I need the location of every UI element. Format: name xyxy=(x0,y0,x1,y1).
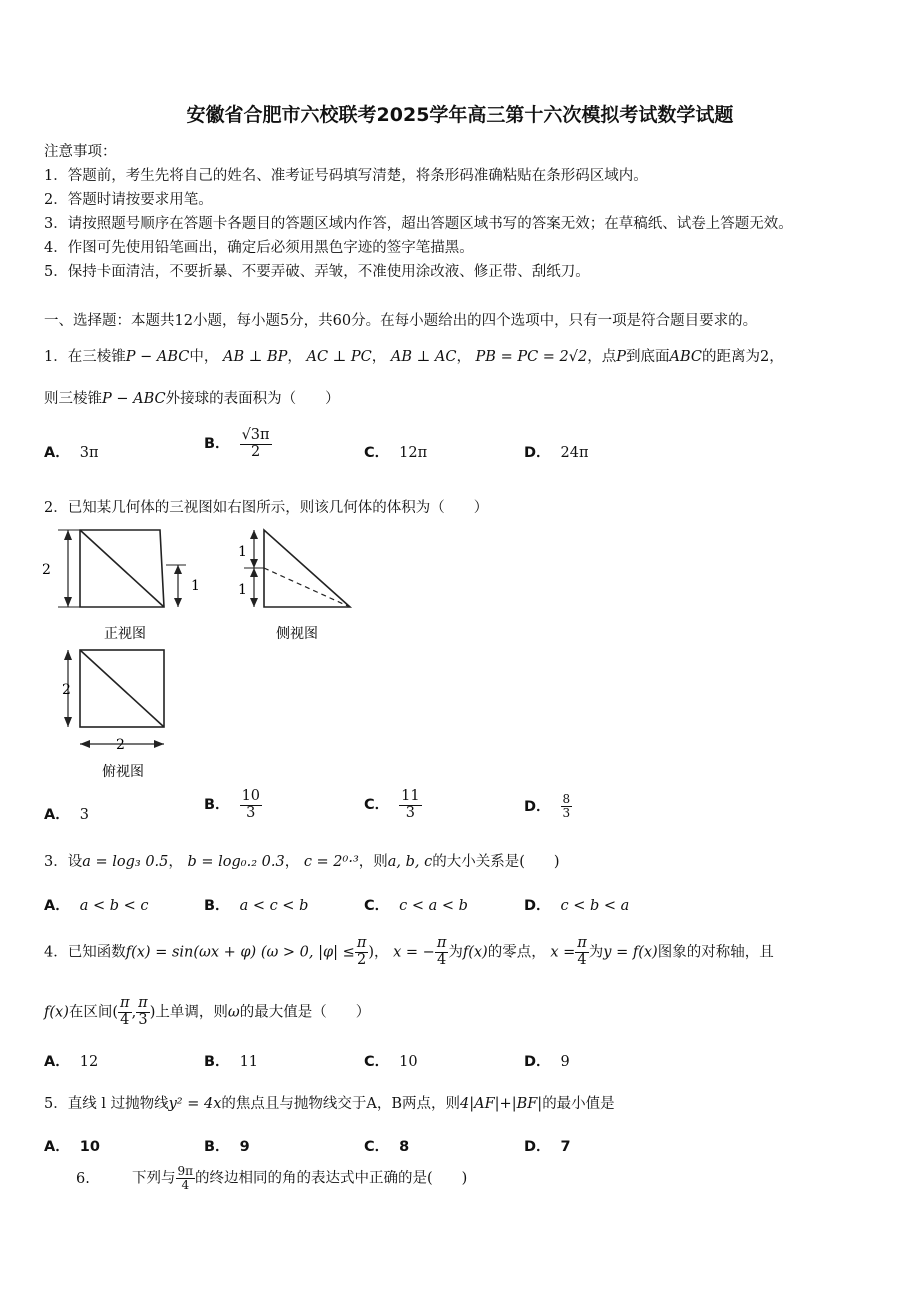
q4-option-c[interactable] xyxy=(364,1050,418,1071)
q3-math: a = log₃ 0.5 xyxy=(82,854,169,870)
question-2-stem: 2．已知某几何体的三视图如右图所示，则该几何体的体积为（ ） xyxy=(44,500,489,516)
q5-text: 的焦点且与抛物线交于A，B两点，则 xyxy=(221,1096,461,1112)
question-4-line1: 4．已知函数f(x) = sin(ωx + φ) (ω > 0, |φ| ≤ $\frac{\pi}{2}$ )， x = − $\frac{\pi}{4}$ 为f(x)的零点， x = $\frac{\pi}{4}$ 为y = f(x)图象的对称轴，且 xyxy=(44,935,774,968)
q4-math: x = xyxy=(550,944,576,961)
q1-text: ，点 xyxy=(587,349,617,365)
q3-option-b[interactable] xyxy=(204,894,308,915)
option-label: B． xyxy=(204,1139,230,1155)
option-label: D． xyxy=(524,798,551,815)
question-number: 6. xyxy=(76,1170,90,1187)
option-value: 3π xyxy=(79,445,99,461)
side-view-label: 侧视图 xyxy=(276,626,318,642)
top-view-label: 俯视图 xyxy=(102,764,144,780)
q5-math: 4|AF|+|BF| xyxy=(460,1096,543,1112)
numerator: 9π xyxy=(177,1164,194,1178)
option-label: C． xyxy=(364,445,390,461)
question-3-stem: 3．设a = log₃ 0.5， b = log₀.₂ 0.3， c = 2⁰·³，则a, b, c的大小关系是( ) xyxy=(44,854,560,870)
q1-text: 则三棱锥 xyxy=(44,391,102,407)
q4-math: x = − xyxy=(393,944,435,961)
option-value: 7 xyxy=(560,1139,571,1155)
q4-text: 图象的对称轴，且 xyxy=(657,944,774,961)
q1-text: 外接球的表面积为（ ） xyxy=(165,391,340,407)
option-label: D． xyxy=(524,1054,551,1070)
dim-label: 2 xyxy=(116,737,125,753)
q2-option-b[interactable] xyxy=(204,789,262,822)
three-view-diagram xyxy=(36,522,366,782)
option-label: B． xyxy=(204,898,230,914)
q5-option-c[interactable] xyxy=(364,1135,419,1156)
front-view xyxy=(58,530,186,607)
denominator: 4 xyxy=(436,951,447,968)
fraction xyxy=(240,428,272,461)
numerator: π xyxy=(356,935,367,951)
numerator: 8 xyxy=(562,792,571,806)
q3-option-d[interactable] xyxy=(524,894,629,915)
q3-text: ，则 xyxy=(358,854,388,870)
q4-math: f(x) xyxy=(462,944,488,961)
q5-math: y² = 4x xyxy=(168,1096,222,1112)
fraction xyxy=(561,793,573,820)
q5-text: 的最小值是 xyxy=(542,1096,615,1112)
top-view xyxy=(64,650,164,748)
note-item: 5．保持卡面清洁，不要折暴、不要弄破、弄皱，不准使用涂改液、修正带、刮纸刀。 xyxy=(44,264,590,280)
side-view xyxy=(244,530,350,607)
option-label: A． xyxy=(44,898,70,914)
option-value: c < a < b xyxy=(399,898,468,914)
option-value: a < b < c xyxy=(79,898,149,914)
dim-label: 1 xyxy=(238,582,247,598)
question-6-stem xyxy=(76,1165,467,1192)
option-label: C． xyxy=(364,898,390,914)
question-1-line1: 1．在三棱锥P − ABC中， AB ⊥ BP， AC ⊥ PC， AB ⊥ AC， PB = PC = 2√2，点P到底面ABC的距离为2， xyxy=(44,349,784,365)
denominator: 2 xyxy=(356,951,367,968)
q4-math: ( xyxy=(112,1004,119,1021)
section-heading: 一、选择题：本题共12小题，每小题5分，共60分。在每小题给出的四个选项中，只有一项是符合题目要求的。 xyxy=(44,313,758,329)
dim-label: 1 xyxy=(191,578,200,594)
q1-condition: PB = PC = 2√2 xyxy=(475,349,588,365)
q2-option-d[interactable] xyxy=(524,793,572,820)
note-item: 4．作图可先使用铅笔画出，确定后必须用黑色字迹的签字笔描黑。 xyxy=(44,240,474,256)
option-value: 12 xyxy=(79,1054,99,1070)
numerator: 11 xyxy=(401,788,420,804)
fraction xyxy=(575,936,589,969)
q4-text: 为 xyxy=(588,944,604,961)
q4-math: ω xyxy=(227,1004,240,1021)
q4-math: (ω > 0, |φ| ≤ xyxy=(260,944,355,961)
note-item: 2．答题时请按要求用笔。 xyxy=(44,192,213,208)
fraction xyxy=(136,996,150,1029)
q5-option-a[interactable] xyxy=(44,1135,110,1156)
q4-option-b[interactable] xyxy=(204,1050,258,1071)
q6-text: 下列与 xyxy=(132,1170,176,1187)
q4-math: f(x) xyxy=(44,1004,69,1021)
denominator: 4 xyxy=(120,1011,130,1028)
q4-text: 为 xyxy=(448,944,463,961)
option-value: a < c < b xyxy=(239,898,309,914)
option-value: 3 xyxy=(79,807,89,823)
q1-condition: AB ⊥ AC xyxy=(390,349,457,365)
fraction xyxy=(240,789,262,822)
q1-math: P − ABC xyxy=(125,349,190,365)
option-label: B． xyxy=(204,797,230,814)
q3-math: c = 2⁰·³ xyxy=(303,854,359,870)
front-view-label: 正视图 xyxy=(104,626,146,642)
q1-math: ABC xyxy=(669,349,703,365)
option-value: 10 xyxy=(79,1139,100,1155)
option-value: 10 xyxy=(399,1054,418,1070)
option-value: c < b < a xyxy=(560,898,630,914)
q2-option-a[interactable] xyxy=(44,803,89,824)
q4-option-a[interactable] xyxy=(44,1050,98,1071)
q4-text: 在区间 xyxy=(68,1004,113,1021)
fraction xyxy=(355,936,369,969)
q1-math: P − ABC xyxy=(102,391,166,407)
q4-text: 的最大值是（ ） xyxy=(239,1004,371,1021)
q1-condition: AC ⊥ PC xyxy=(306,349,372,365)
q1-option-b[interactable] xyxy=(204,428,272,461)
page-title: 安徽省合肥市六校联考2025学年高三第十六次模拟考试数学试题 xyxy=(186,104,734,126)
fraction xyxy=(399,789,421,822)
option-value: 9 xyxy=(560,1054,570,1070)
option-value: 8 xyxy=(399,1139,410,1155)
notes-heading: 注意事项： xyxy=(44,144,117,160)
denominator: 3 xyxy=(246,804,256,821)
q3-text: 3．设 xyxy=(44,854,83,870)
q1-math: P xyxy=(616,349,627,365)
numerator: π xyxy=(120,995,130,1011)
denominator: 4 xyxy=(577,951,587,968)
q5-text: 5．直线 l 过抛物线 xyxy=(44,1096,169,1112)
q3-math: a, b, c xyxy=(387,854,433,870)
q4-math: y = f(x) xyxy=(603,944,658,961)
q1-option-d[interactable] xyxy=(524,441,589,462)
option-label: B． xyxy=(204,1054,230,1070)
q3-math: b = log₀.₂ 0.3 xyxy=(187,854,285,870)
q1-text: 到底面 xyxy=(626,349,670,365)
q5-option-b[interactable] xyxy=(204,1135,260,1156)
numerator: π xyxy=(436,935,447,951)
q1-text: 的距离为2， xyxy=(702,349,784,365)
q1-text: 中， xyxy=(189,349,219,365)
option-label: D． xyxy=(524,1139,551,1155)
option-label: C． xyxy=(364,1139,390,1155)
option-label: A． xyxy=(44,1054,70,1070)
numerator: √3π xyxy=(241,427,270,443)
denominator: 3 xyxy=(405,804,415,821)
dim-label: 1 xyxy=(238,544,247,560)
q1-option-a[interactable] xyxy=(44,441,99,462)
note-item: 3．请按照题号顺序在答题卡各题目的答题区域内作答，超出答题区域书写的答案无效；在草稿纸、试卷上答题无效。 xyxy=(44,216,793,232)
dim-label: 2 xyxy=(42,562,51,578)
q4-text: 的零点， xyxy=(487,944,546,961)
numerator: π xyxy=(577,935,587,951)
q1-condition: AB ⊥ BP xyxy=(222,349,288,365)
q4-text: 上单调，则 xyxy=(155,1004,228,1021)
denominator: 3 xyxy=(562,806,571,821)
option-label: C． xyxy=(364,797,390,814)
denominator: 4 xyxy=(181,1178,190,1193)
q4-math: f(x) = sin(ωx + φ) xyxy=(125,944,257,961)
fraction xyxy=(118,996,132,1029)
question-4-line2: f(x)在区间( $\frac{\pi}{4}$ , $\frac{\pi}{3}$ )上单调，则ω的最大值是（ ） xyxy=(44,995,371,1028)
option-label: D． xyxy=(524,445,551,461)
numerator: 10 xyxy=(241,788,261,804)
numerator: π xyxy=(138,995,148,1011)
q4-math: ) xyxy=(149,1004,156,1021)
denominator: 3 xyxy=(138,1011,148,1028)
q3-option-a[interactable] xyxy=(44,894,149,915)
note-item: 1．答题前，考生先将自己的姓名、准考证号码填写清楚，将条形码准确粘贴在条形码区域内。 xyxy=(44,168,648,184)
q5-option-d[interactable] xyxy=(524,1135,581,1156)
question-5-stem xyxy=(44,1092,615,1113)
q4-math: ) xyxy=(368,944,375,961)
option-value: 12π xyxy=(399,445,428,461)
q3-option-c[interactable] xyxy=(364,894,468,915)
q1-option-c[interactable] xyxy=(364,441,427,462)
denominator: 2 xyxy=(250,443,261,460)
option-value: 24π xyxy=(560,445,589,461)
option-label: A． xyxy=(44,807,70,823)
option-label: A． xyxy=(44,1139,70,1155)
option-label: A． xyxy=(44,445,70,461)
q1-text: 1．在三棱锥 xyxy=(44,349,126,365)
q3-text: 的大小关系是( ) xyxy=(432,854,560,870)
option-label: B． xyxy=(204,436,230,453)
option-value: 11 xyxy=(239,1054,259,1070)
q4-text: 4．已知函数 xyxy=(44,944,126,961)
option-label: D． xyxy=(524,898,551,914)
option-label: C． xyxy=(364,1054,390,1070)
fraction xyxy=(435,936,449,969)
fraction xyxy=(176,1165,196,1192)
q2-option-c[interactable] xyxy=(364,789,422,822)
dim-label: 2 xyxy=(62,682,71,698)
q4-option-d[interactable] xyxy=(524,1050,570,1071)
question-1-line2 xyxy=(44,387,340,408)
q6-text: 的终边相同的角的表达式中正确的是( ) xyxy=(195,1170,468,1187)
option-value: 9 xyxy=(239,1139,250,1155)
